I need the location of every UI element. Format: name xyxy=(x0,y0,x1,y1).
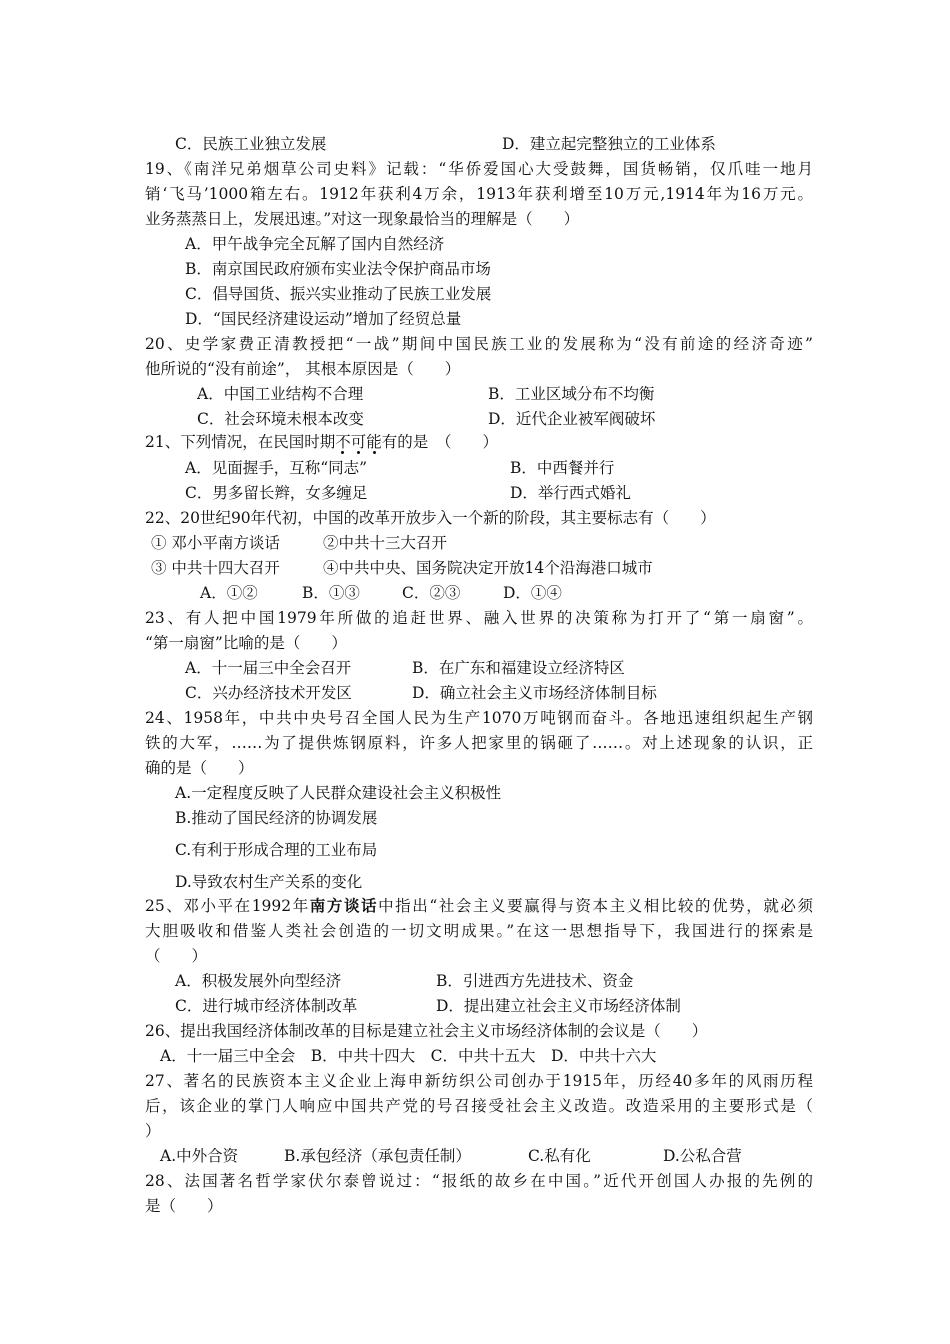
stem-bold-text: 南方谈话 xyxy=(309,896,379,915)
option-d: D．确立社会主义市场经济体制目标 xyxy=(412,684,657,702)
option-d: D.导致农村生产关系的变化 xyxy=(175,873,363,891)
option-c: C.有利于形成合理的工业布局 xyxy=(175,841,378,859)
option-a: A．中国工业结构不合理 xyxy=(197,385,364,403)
option-b: B．①③ xyxy=(302,584,360,602)
option-d: D．“国民经济建设运动”增加了经贸总量 xyxy=(185,310,462,328)
option-a: A.中外合资 xyxy=(160,1147,239,1165)
question-stem-line xyxy=(145,430,813,454)
stem-text: 中指出“社会主义要赢得与资本主义相比较的优势，就必须 xyxy=(378,897,813,915)
option-d: D．近代企业被军阀破坏 xyxy=(488,410,656,428)
option-c: C．社会环境未根本改变 xyxy=(197,410,364,428)
option-c: C.私有化 xyxy=(528,1147,591,1165)
option-b: B．在广东和福建设立经济特区 xyxy=(412,659,625,677)
option-a: A．积极发展外向型经济 xyxy=(175,972,342,990)
option-b: B．工业区域分布不均衡 xyxy=(488,385,655,403)
stem-text: 25、邓小平在1992年 xyxy=(145,897,310,915)
emphasis-char: 能 xyxy=(366,433,382,451)
option-c: C．民族工业独立发展 xyxy=(175,135,327,153)
statement-4: ④中共中央、国务院决定开放14个沿海港口城市 xyxy=(323,559,653,577)
question-stem-line: 是（ ） xyxy=(145,1197,223,1215)
question-stem-line: 24、1958年，中共中央号召全国人民为生产1070万吨钢而奋斗。各地迅速组织起生产钢 xyxy=(145,709,813,727)
option-c: C．进行城市经济体制改革 xyxy=(175,997,358,1015)
statement-2: ②中共十三大召开 xyxy=(323,534,448,552)
question-stem-line: ） xyxy=(145,1122,161,1140)
option-c: C．兴办经济技术开发区 xyxy=(185,684,352,702)
option-c: C．男多留长辫，女多缠足 xyxy=(185,484,368,502)
option-d: D．建立起完整独立的工业体系 xyxy=(502,135,716,153)
stem-text: 有的是 （ ） xyxy=(381,433,499,451)
option-a: A．①② xyxy=(200,584,258,602)
question-stem-line: 确的是（ ） xyxy=(145,759,254,777)
option-b: B．引进西方先进技术、资金 xyxy=(436,972,634,990)
question-stem-line: 后，该企业的掌门人响应中国共产党的号召接受社会主义改造。改造采用的主要形式是（ xyxy=(145,1097,813,1115)
option-a: A.一定程度反映了人民群众建设社会主义积极性 xyxy=(175,784,502,802)
option-b: B．南京国民政府颁布实业法令保护商品市场 xyxy=(185,260,491,278)
question-stem-line xyxy=(145,894,813,918)
option-d: D.公私合营 xyxy=(663,1147,742,1165)
option-c: C．②③ xyxy=(402,584,461,602)
statement-1: ① 邓小平南方谈话 xyxy=(151,534,280,552)
option-d: D．举行西式婚礼 xyxy=(510,484,631,502)
option-b: B．中西餐并行 xyxy=(510,459,615,477)
option-d: D．①④ xyxy=(503,584,562,602)
question-stem-line: 他所说的“没有前途”， 其根本原因是（ ） xyxy=(145,360,461,378)
option-a: A．见面握手，互称“同志” xyxy=(185,459,368,477)
question-stem-line: 26、提出我国经济体制改革的目标是建立社会主义市场经济体制的会议是（ ） xyxy=(145,1022,708,1040)
emphasis-char: 不 xyxy=(335,433,351,451)
option-b: B.承包经济（承包责任制） xyxy=(284,1147,471,1165)
emphasis-char: 可 xyxy=(350,433,367,451)
stem-text: 21、下列情况，在民国时期 xyxy=(145,433,336,451)
question-stem-line: “第一扇窗”比喻的是（ ） xyxy=(145,634,347,652)
question-stem-line: 22、20世纪90年代初，中国的改革开放步入一个新的阶段，其主要标志有（ ） xyxy=(145,509,716,527)
option-d: D．提出建立社会主义市场经济体制 xyxy=(436,997,681,1015)
question-stem-line: 大胆吸收和借鉴人类社会创造的一切文明成果。”在这一思想指导下，我国进行的探索是 xyxy=(145,922,813,940)
option-row: A．十一届三中全会 B．中共十四大 C．中共十五大 D．中共十六大 xyxy=(160,1047,657,1065)
question-stem-line: 23、有人把中国1979年所做的追赶世界、融入世界的决策称为打开了“第一扇窗”。 xyxy=(145,609,813,627)
option-a: A．十一届三中全会召开 xyxy=(185,659,352,677)
question-stem-line: 27、著名的民族资本主义企业上海申新纺织公司创办于1915年，历经40多年的风雨历程 xyxy=(145,1072,813,1090)
question-stem-line: 20、史学家费正清教授把“一战”期间中国民族工业的发展称为“没有前途的经济奇迹” xyxy=(145,335,813,353)
question-stem-line: 销‘飞马’1000箱左右。1912年获利4万余，1913年获利增至10万元,1914年为16万元。 xyxy=(145,185,813,203)
option-c: C．倡导国货、振兴实业推动了民族工业发展 xyxy=(185,285,492,303)
question-stem-line: 业务蒸蒸日上，发展迅速。”对这一现象最恰当的理解是（ ） xyxy=(145,210,580,228)
option-b: B.推动了国民经济的协调发展 xyxy=(175,809,378,827)
question-stem-line: 28、法国著名哲学家伏尔泰曾说过：“报纸的故乡在中国。”近代开创国人办报的先例的 xyxy=(145,1172,813,1190)
question-stem-line: 铁的大军，……为了提供炼钢原料，许多人把家里的锅砸了……。对上述现象的认识，正 xyxy=(145,734,813,752)
question-stem-line: 19、《南洋兄弟烟草公司史料》记载：“华侨爱国心大受鼓舞，国货畅销，仅爪哇一地月 xyxy=(145,160,813,178)
question-stem-line: （ ） xyxy=(145,947,208,965)
option-a: A．甲午战争完全瓦解了国内自然经济 xyxy=(185,235,445,253)
statement-3: ③ 中共十四大召开 xyxy=(151,559,280,577)
